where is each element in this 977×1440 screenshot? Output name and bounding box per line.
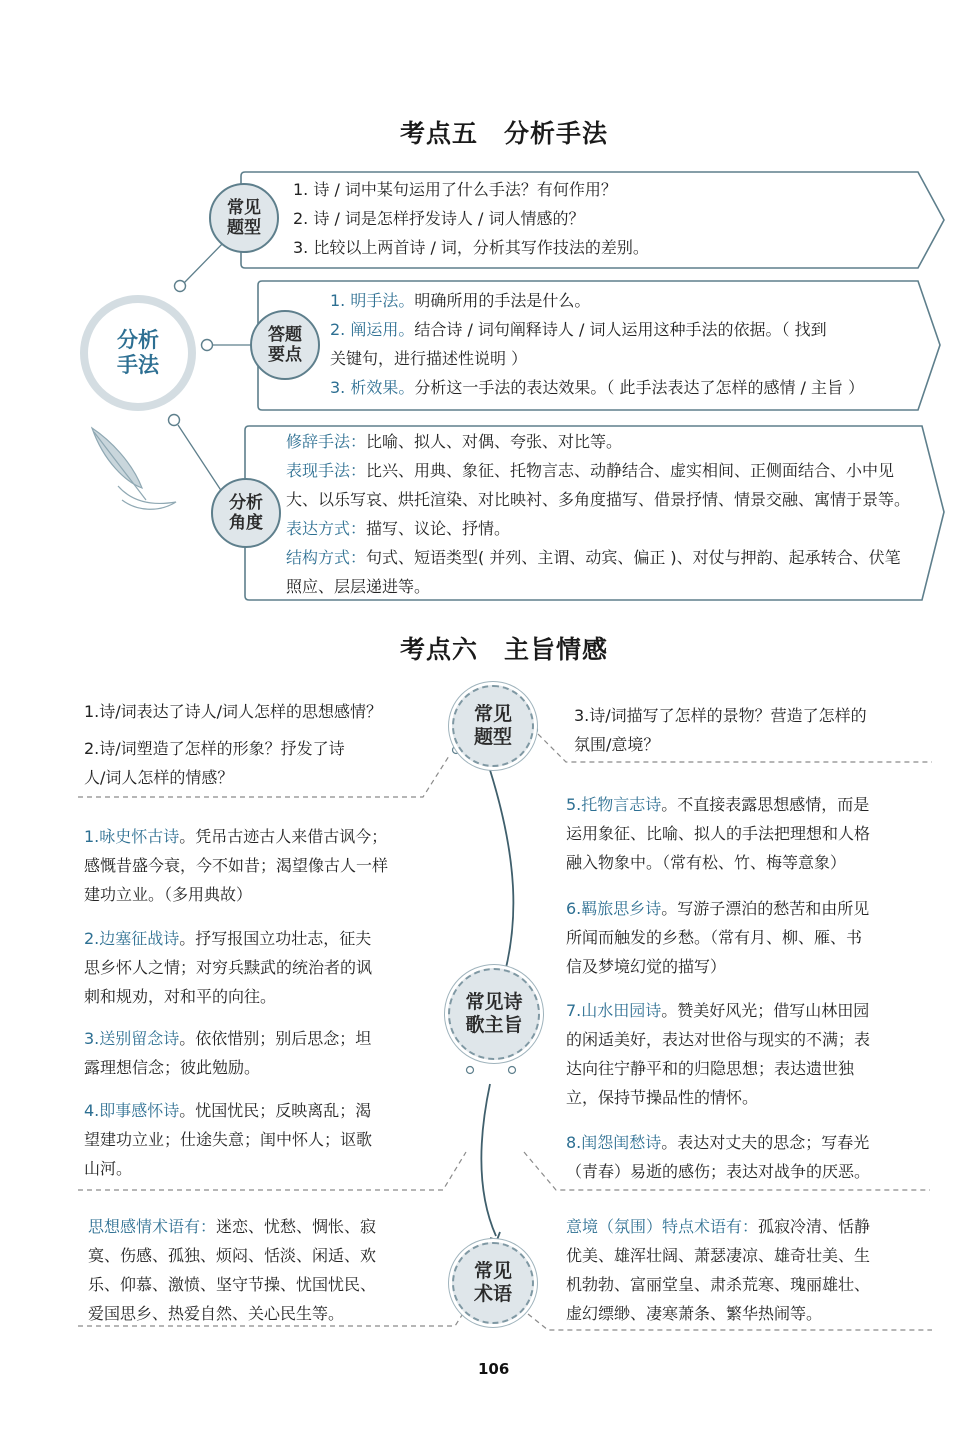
terms-mood-line2: 优美、雄浑壮阔、萧瑟凄凉、雄奇壮美、生: [566, 1246, 871, 1265]
node-common-themes: 常见诗 歌主旨: [448, 968, 540, 1060]
terms-emotion-line3: 乐、仰慕、激愤、坚守节操、忧国忧民、: [88, 1275, 377, 1294]
theme-6-line3: 信及梦境幻觉的描写）: [566, 957, 727, 976]
answer-point-2-cont: 关键句，进行描述性说明 ）: [330, 349, 528, 368]
angle-structure: 结构方式：句式、短语类型( 并列、主谓、动宾、偏正 )、对仗与押韵、起承转合、伏笔: [286, 548, 901, 567]
theme-6-line2: 所闻而触发的乡愁。（常有月、柳、雁、书: [566, 928, 863, 947]
theme-1-line2: 感慨昔盛今衰，今不如昔；渴望像古人一样: [84, 856, 389, 875]
theme-6: 6.羁旅思乡诗。写游子漂泊的愁苦和由所见: [566, 899, 870, 918]
node-common-terms: 常见 术语: [452, 1242, 534, 1324]
angle-expression: 表现手法：比兴、用典、象征、托物言志、动静结合、虚实相间、正侧面结合、小中见: [286, 461, 895, 480]
theme-8-line2: （青春）易逝的感伤；表达对战争的厌恶。: [566, 1162, 871, 1181]
theme-5-line2: 运用象征、比喻、拟人的手法把理想和人格: [566, 824, 871, 843]
question-3: 3.诗/词描写了怎样的景物？营造了怎样的: [574, 706, 867, 725]
node-analysis-angles: 分析 角度: [211, 478, 281, 548]
angle-mode: 表达方式：描写、议论、抒情。: [286, 519, 511, 538]
question-2: 2.诗/词塑造了怎样的形象？抒发了诗: [84, 739, 345, 758]
theme-7-line4: 立，保持节操品性的情怀。: [566, 1088, 759, 1107]
theme-5: 5.托物言志诗。不直接表露思想感情，而是: [566, 795, 870, 814]
theme-3: 3.送别留念诗。依依惜别；别后思念；坦: [84, 1029, 372, 1048]
theme-1-line3: 建功立业。（多用典故）: [84, 885, 253, 904]
angle-expression-cont: 大、以乐写哀、烘托渲染、对比映衬、多角度描写、借景抒情、情景交融、寓情于景等。: [286, 490, 911, 509]
theme-2-line2: 思乡怀人之情；对穷兵黩武的统治者的讽: [84, 958, 373, 977]
question-type-item-3: 3. 比较以上两首诗 / 词，分析其写作技法的差别。: [293, 238, 649, 257]
center-node-analysis-method: 分析 手法: [80, 295, 196, 411]
angle-rhetoric: 修辞手法：比喻、拟人、对偶、夸张、对比等。: [286, 432, 623, 451]
answer-point-2: 2. 阐运用。结合诗 / 词句阐释诗人 / 词人运用这种手法的依据。（ 找到: [330, 320, 827, 339]
node-common-question-types: 常见 题型: [452, 685, 534, 767]
answer-point-3: 3. 析效果。分析这一手法的表达效果。（ 此手法表达了怎样的感情 / 主旨 ）: [330, 378, 865, 397]
question-2-cont: 人/词人怎样的情感？: [84, 768, 234, 787]
angle-structure-cont: 照应、层层递进等。: [286, 577, 431, 596]
theme-4-line2: 望建功立业；仕途失意；闺中怀人；讴歌: [84, 1130, 373, 1149]
question-type-item-1: 1. 诗 / 词中某句运用了什么手法？有何作用？: [293, 180, 617, 199]
section6-title: 考点六 主旨情感: [400, 635, 609, 664]
terms-mood: 意境（氛围）特点术语有：孤寂冷清、恬静: [566, 1217, 871, 1236]
terms-emotion: 思想感情术语有：迷恋、忧愁、惆怅、寂: [88, 1217, 377, 1236]
theme-4: 4.即事感怀诗。忧国忧民；反映离乱；渴: [84, 1101, 372, 1120]
theme-2: 2.边塞征战诗。抒写报国立功壮志，征夫: [84, 929, 372, 948]
question-1: 1.诗/词表达了诗人/词人怎样的思想感情？: [84, 702, 383, 721]
theme-4-line3: 山河。: [84, 1159, 133, 1178]
quill-icon: [92, 428, 176, 509]
question-type-item-2: 2. 诗 / 词是怎样抒发诗人 / 词人情感的？: [293, 209, 585, 228]
answer-point-1: 1. 明手法。明确所用的手法是什么。: [330, 291, 591, 310]
theme-5-line3: 融入物象中。（常有松、竹、梅等意象）: [566, 853, 847, 872]
terms-emotion-line2: 寞、伤感、孤独、烦闷、恬淡、闲适、欢: [88, 1246, 377, 1265]
theme-7-line2: 的闲适美好，表达对世俗与现实的不满；表: [566, 1030, 871, 1049]
node-question-types: 常见 题型: [209, 183, 279, 253]
theme-7-line3: 达向往宁静平和的归隐思想；表达遗世独: [566, 1059, 855, 1078]
theme-7: 7.山水田园诗。赞美好风光；借写山林田园: [566, 1001, 870, 1020]
terms-emotion-line4: 爱国思乡、热爱自然、关心民生等。: [88, 1304, 345, 1323]
theme-1: 1.咏史怀古诗。凭吊古迹古人来借古讽今；: [84, 827, 388, 846]
theme-8: 8.闺怨闺愁诗。表达对丈夫的思念；写春光: [566, 1133, 870, 1152]
node-answer-points: 答题 要点: [250, 310, 320, 380]
question-3-cont: 氛围/意境？: [574, 735, 660, 754]
page-number: 106: [478, 1360, 510, 1378]
terms-mood-line3: 机勃勃、富丽堂皇、肃杀荒寒、瑰丽雄壮、: [566, 1275, 871, 1294]
theme-3-line2: 露理想信念；彼此勉励。: [84, 1058, 261, 1077]
theme-2-line3: 刺和规劝，对和平的向往。: [84, 987, 277, 1006]
section5-title: 考点五 分析手法: [400, 119, 609, 148]
terms-mood-line4: 虚幻缥缈、凄寒萧条、繁华热闹等。: [566, 1304, 823, 1323]
